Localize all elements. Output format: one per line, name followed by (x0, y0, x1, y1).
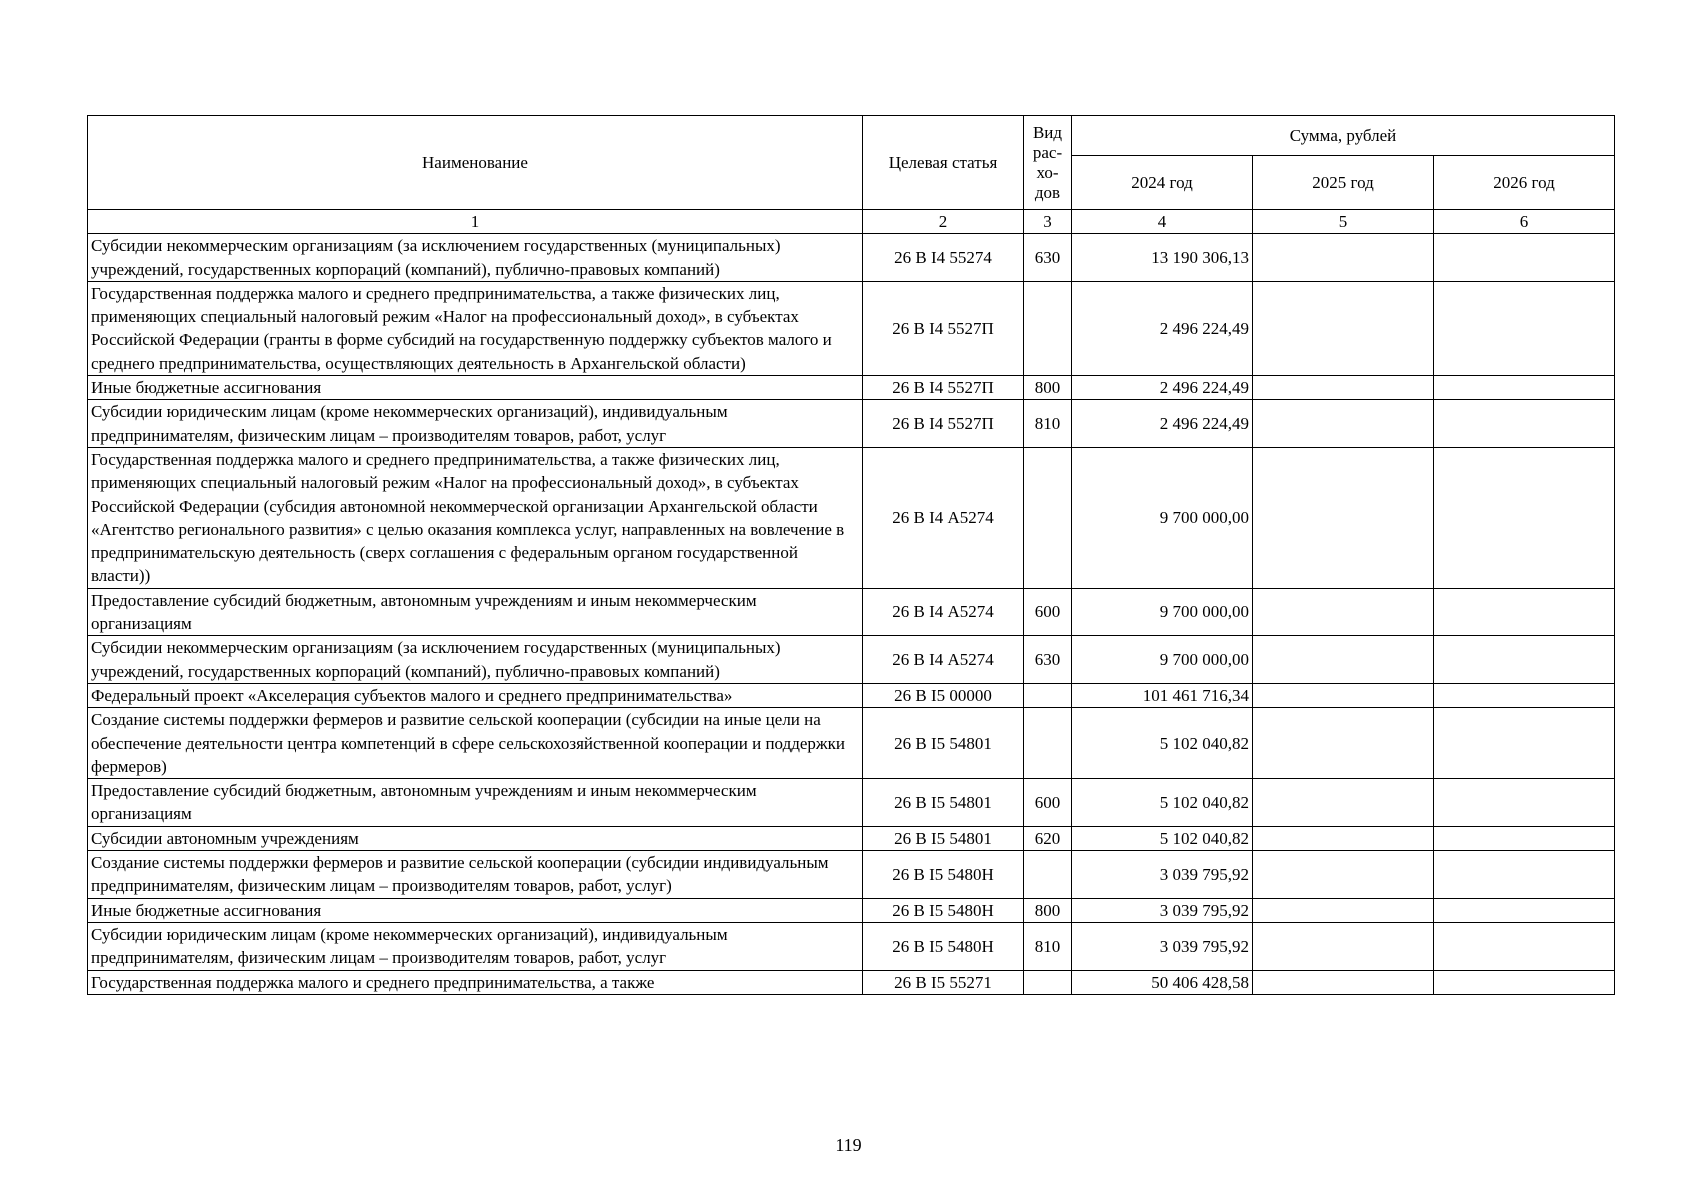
row-amount-2026 (1434, 826, 1615, 850)
row-name: Государственная поддержка малого и среднего предпринимательства, а также (88, 970, 863, 994)
column-number: 3 (1024, 210, 1072, 234)
table-row (88, 922, 1615, 970)
row-name: Субсидии автономным учреждениям (88, 826, 863, 850)
row-amount-2026 (1434, 447, 1615, 588)
header-target-article: Целевая статья (863, 116, 1024, 210)
row-amount-2026 (1434, 636, 1615, 684)
row-target-article: 26 В I4 5527П (863, 400, 1024, 448)
row-amount-2026 (1434, 851, 1615, 899)
column-number-row (88, 210, 1615, 234)
row-amount-2024: 13 190 306,13 (1072, 234, 1253, 282)
table-row (88, 281, 1615, 375)
row-expense-type (1024, 970, 1072, 994)
table-header (88, 116, 1615, 234)
row-name: Субсидии юридическим лицам (кроме некоммерческих организаций), индивидуальным предпринимателям, физическим лицам – производителям товаров, работ, услуг (88, 400, 863, 448)
row-amount-2025 (1253, 970, 1434, 994)
row-amount-2024: 3 039 795,92 (1072, 898, 1253, 922)
table-row (88, 826, 1615, 850)
row-target-article: 26 В I4 5527П (863, 281, 1024, 375)
row-amount-2025 (1253, 826, 1434, 850)
row-amount-2025 (1253, 851, 1434, 899)
row-target-article: 26 В I4 А5274 (863, 447, 1024, 588)
row-expense-type: 810 (1024, 400, 1072, 448)
row-amount-2026 (1434, 234, 1615, 282)
table-row (88, 447, 1615, 588)
row-amount-2024: 9 700 000,00 (1072, 447, 1253, 588)
row-amount-2026 (1434, 588, 1615, 636)
header-year-2026: 2026 год (1434, 156, 1615, 210)
column-number: 4 (1072, 210, 1253, 234)
row-amount-2024: 2 496 224,49 (1072, 400, 1253, 448)
row-amount-2024: 5 102 040,82 (1072, 826, 1253, 850)
row-name: Государственная поддержка малого и среднего предпринимательства, а также физических лиц, применяющих специальный налоговый режим «Налог на профессиональный доход», в субъектах Российской Федерации (гранты в форме субсидий на государственную поддержку субъектов малого и среднего предпринимательства, осуществляющих деятельность в Архангельской области) (88, 281, 863, 375)
row-target-article: 26 В I5 5480Н (863, 851, 1024, 899)
row-name: Субсидии некоммерческим организациям (за исключением государственных (муниципальных) учреждений, государственных корпораций (компаний), публично-правовых компаний) (88, 636, 863, 684)
table-row (88, 376, 1615, 400)
column-number: 1 (88, 210, 863, 234)
row-amount-2026 (1434, 708, 1615, 779)
row-amount-2024: 3 039 795,92 (1072, 851, 1253, 899)
row-amount-2026 (1434, 400, 1615, 448)
row-target-article: 26 В I4 55274 (863, 234, 1024, 282)
table-row (88, 636, 1615, 684)
row-amount-2025 (1253, 588, 1434, 636)
row-amount-2025 (1253, 281, 1434, 375)
row-amount-2024: 2 496 224,49 (1072, 376, 1253, 400)
row-target-article: 26 В I5 54801 (863, 826, 1024, 850)
row-amount-2025 (1253, 376, 1434, 400)
row-expense-type: 620 (1024, 826, 1072, 850)
table-row (88, 400, 1615, 448)
row-amount-2024: 101 461 716,34 (1072, 683, 1253, 707)
row-name: Предоставление субсидий бюджетным, автономным учреждениям и иным некоммерческим организациям (88, 588, 863, 636)
row-target-article: 26 В I4 А5274 (863, 636, 1024, 684)
column-number: 5 (1253, 210, 1434, 234)
row-expense-type: 810 (1024, 922, 1072, 970)
column-number: 2 (863, 210, 1024, 234)
row-name: Иные бюджетные ассигнования (88, 376, 863, 400)
row-target-article: 26 В I5 54801 (863, 779, 1024, 827)
row-amount-2026 (1434, 898, 1615, 922)
header-expense-type: Вид рас- хо- дов (1024, 116, 1072, 210)
table-body (88, 234, 1615, 995)
row-amount-2025 (1253, 898, 1434, 922)
header-year-2025: 2025 год (1253, 156, 1434, 210)
row-amount-2026 (1434, 779, 1615, 827)
row-expense-type: 600 (1024, 588, 1072, 636)
header-sum-group: Сумма, рублей (1072, 116, 1615, 156)
row-expense-type (1024, 281, 1072, 375)
row-name: Создание системы поддержки фермеров и развитие сельской кооперации (субсидии индивидуальным предпринимателям, физическим лицам – производителям товаров, работ, услуг) (88, 851, 863, 899)
row-amount-2026 (1434, 922, 1615, 970)
row-amount-2024: 5 102 040,82 (1072, 779, 1253, 827)
row-amount-2024: 3 039 795,92 (1072, 922, 1253, 970)
row-amount-2025 (1253, 779, 1434, 827)
row-expense-type: 800 (1024, 898, 1072, 922)
row-target-article: 26 В I5 5480Н (863, 898, 1024, 922)
row-name: Субсидии некоммерческим организациям (за исключением государственных (муниципальных) учреждений, государственных корпораций (компаний), публично-правовых компаний) (88, 234, 863, 282)
row-target-article: 26 В I5 5480Н (863, 922, 1024, 970)
row-amount-2025 (1253, 400, 1434, 448)
row-expense-type (1024, 683, 1072, 707)
row-name: Федеральный проект «Акселерация субъектов малого и среднего предпринимательства» (88, 683, 863, 707)
row-name: Создание системы поддержки фермеров и развитие сельской кооперации (субсидии на иные цели на обеспечение деятельности центра компетенций в сфере сельскохозяйственной кооперации и поддержки фермеров) (88, 708, 863, 779)
table-row (88, 970, 1615, 994)
row-target-article: 26 В I5 55271 (863, 970, 1024, 994)
row-amount-2025 (1253, 708, 1434, 779)
row-expense-type: 800 (1024, 376, 1072, 400)
row-expense-type: 630 (1024, 636, 1072, 684)
row-amount-2026 (1434, 970, 1615, 994)
row-amount-2025 (1253, 683, 1434, 707)
column-number: 6 (1434, 210, 1615, 234)
row-amount-2025 (1253, 636, 1434, 684)
row-expense-type: 630 (1024, 234, 1072, 282)
row-amount-2025 (1253, 922, 1434, 970)
row-amount-2024: 9 700 000,00 (1072, 636, 1253, 684)
row-amount-2025 (1253, 234, 1434, 282)
page-number: 119 (835, 1135, 862, 1155)
row-name: Субсидии юридическим лицам (кроме некоммерческих организаций), индивидуальным предпринимателям, физическим лицам – производителям товаров, работ, услуг (88, 922, 863, 970)
row-expense-type (1024, 708, 1072, 779)
row-expense-type (1024, 851, 1072, 899)
table-row (88, 683, 1615, 707)
row-amount-2025 (1253, 447, 1434, 588)
row-expense-type (1024, 447, 1072, 588)
budget-table (87, 115, 1615, 995)
row-name: Государственная поддержка малого и среднего предпринимательства, а также физических лиц, применяющих специальный налоговый режим «Налог на профессиональный доход», в субъектах Российской Федерации (субсидия автономной некоммерческой организации Архангельской области «Агентство регионального развития» с целью оказания комплекса услуг, направленных на вовлечение в предпринимательскую деятельность (сверх соглашения с федеральным органом государственной власти)) (88, 447, 863, 588)
row-amount-2024: 2 496 224,49 (1072, 281, 1253, 375)
row-target-article: 26 В I5 54801 (863, 708, 1024, 779)
table-row (88, 851, 1615, 899)
header-year-2024: 2024 год (1072, 156, 1253, 210)
table-row (88, 708, 1615, 779)
header-name: Наименование (88, 116, 863, 210)
row-name: Иные бюджетные ассигнования (88, 898, 863, 922)
row-amount-2026 (1434, 683, 1615, 707)
row-amount-2024: 5 102 040,82 (1072, 708, 1253, 779)
row-amount-2024: 9 700 000,00 (1072, 588, 1253, 636)
row-expense-type: 600 (1024, 779, 1072, 827)
table-row (88, 898, 1615, 922)
table-row (88, 588, 1615, 636)
row-target-article: 26 В I4 5527П (863, 376, 1024, 400)
table-row (88, 234, 1615, 282)
row-target-article: 26 В I4 А5274 (863, 588, 1024, 636)
table-row (88, 779, 1615, 827)
row-amount-2024: 50 406 428,58 (1072, 970, 1253, 994)
row-amount-2026 (1434, 281, 1615, 375)
row-name: Предоставление субсидий бюджетным, автономным учреждениям и иным некоммерческим организациям (88, 779, 863, 827)
row-target-article: 26 В I5 00000 (863, 683, 1024, 707)
row-amount-2026 (1434, 376, 1615, 400)
